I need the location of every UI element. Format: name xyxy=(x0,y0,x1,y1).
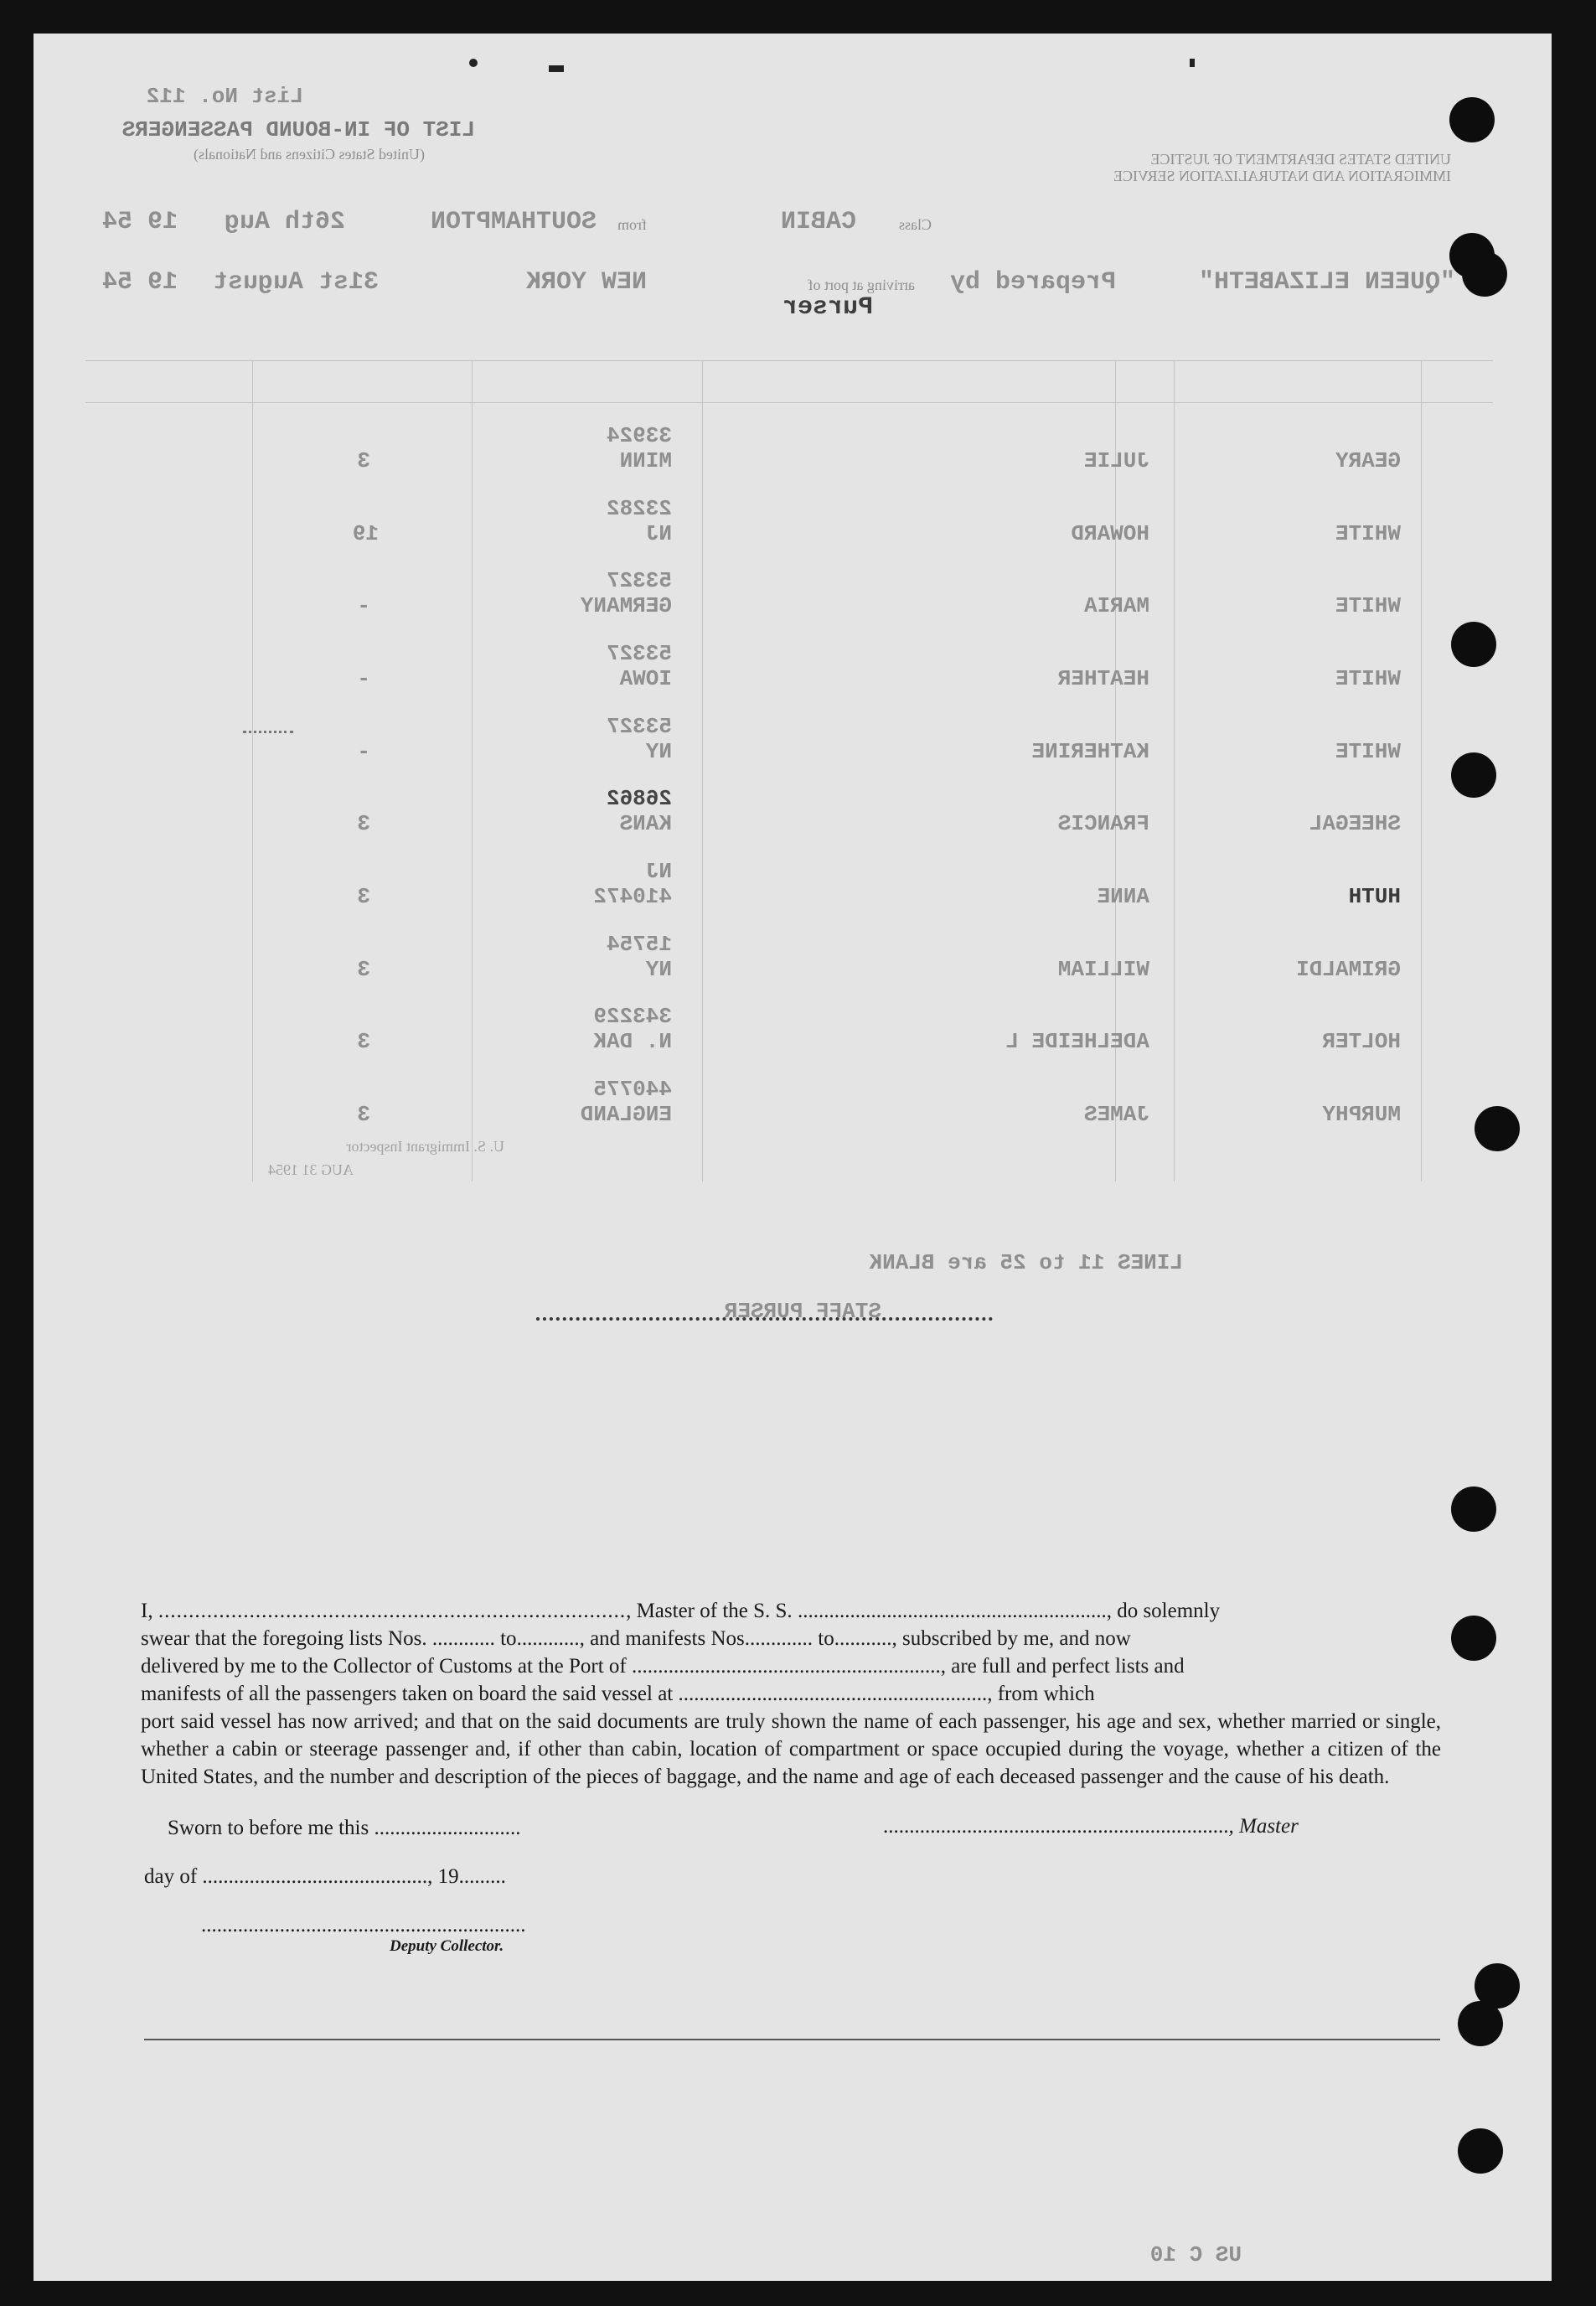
column-divider xyxy=(472,360,473,1181)
sworn-label: Sworn to before me this ............................ xyxy=(168,1817,521,1839)
arrival-port: NEW YORK xyxy=(525,268,647,297)
oath-paragraph xyxy=(141,1597,1441,1791)
binder-hole xyxy=(1451,1486,1496,1532)
departure-year: 19 54 xyxy=(101,208,178,236)
form-footer-code: US C 10 xyxy=(1149,2242,1242,2267)
arrival-date: 31st August xyxy=(212,268,379,297)
preparer: Purser xyxy=(782,293,873,322)
vessel-name: "QUEEN ELIZABETH" xyxy=(1198,268,1455,297)
binder-hole xyxy=(1449,97,1495,142)
binder-hole xyxy=(1451,1616,1496,1661)
master-signature-line: .................................................................., Master xyxy=(883,1815,1299,1838)
column-divider xyxy=(252,360,253,1181)
oath-line-4: manifests of all the passengers taken on board the said vessel at ..........................................................., from which xyxy=(141,1683,1095,1705)
purser-signature: STAFF PURSER xyxy=(724,1299,881,1324)
service-line: IMMIGRATION AND NATURALIZATION SERVICE xyxy=(1113,168,1451,184)
from-label: from xyxy=(617,216,647,233)
signature-dots xyxy=(536,1316,993,1321)
binder-hole xyxy=(1475,1106,1520,1151)
lines-blank-note: LINES 11 to 25 are BLANK xyxy=(869,1250,1183,1275)
deputy-collector-label: Deputy Collector. xyxy=(390,1937,504,1955)
departure-date: 26th Aug xyxy=(224,208,345,236)
table-top-rule xyxy=(85,360,1493,361)
prepared-by: Prepared by xyxy=(949,268,1116,297)
footer-rule xyxy=(144,2039,1440,2040)
binder-hole xyxy=(1462,251,1507,297)
document-page xyxy=(34,34,1552,2281)
pencil-mark xyxy=(243,719,293,733)
binder-hole xyxy=(1451,622,1496,667)
class-value: CABIN xyxy=(780,208,856,236)
column-divider xyxy=(1174,360,1175,1181)
oath-body: port said vessel has now arrived; and that on the said documents are truly shown the name of each passenger, his age and sex, whether married or single, whether a cabin or steerage passenger and, if other than cabin, location of compartment or space occupied during the voyage, whether a citizen of the United States, and the number and description of the pieces of baggage, and the name and age of each deceased passenger and the cause of his death. xyxy=(141,1710,1441,1788)
binder-hole xyxy=(1458,2001,1503,2046)
bleed-through-layer: List No. 112 LIST OF IN-BOUND PASSENGERS (United States Citizens and Nationals) UNITED STATES DEPARTMENT OF JUSTICE IMMIGRATION AND NATURALIZATION SERVICE Class CABIN from SOUTHAMPTON 26th Aug 19 54 "QUEEN ELIZABETH" Prepared by Purser arriving at port of NEW YORK 31st August 19 54 GEARY JULIE 33924 MINN 3 WHITE HOWARD 23282 NJ 19 WHITE MARIA 53327 GERMANY - WHITE HEATHER 53327 IOWA - WHITE KATHERINE 53327 NY - SHEEGAL FRANCIS 26862 KANS 3 HUTH ANNE NJ 410472 3 GRIMALDI WILLIAM 15754 NY 3 HOLTER ADELHEIDE L 343229 N. DAK 3 MURPHY JAMES 440775 ENGLAND 3 U. S. Immigrant Inspector AUG 31 1954 LINES 11 to 25 are BLANK STAFF PURSER US C 10 xyxy=(34,34,1552,2281)
inspector-stamp-line: U. S. Immigrant Inspector xyxy=(346,1138,504,1155)
inspector-stamp-date: AUG 31 1954 xyxy=(268,1161,354,1178)
oath-line-2: swear that the foregoing lists Nos. ............ to............, and manifests Nos............. to..........., subscribed by me, and now xyxy=(141,1627,1131,1650)
oath-line-1: I, ............................................................................., Master of the S. S. ..........................................................., do solemnly xyxy=(141,1600,1221,1622)
column-divider xyxy=(702,360,703,1181)
department-line: UNITED STATES DEPARTMENT OF JUSTICE xyxy=(1150,151,1451,168)
speck xyxy=(1190,59,1195,67)
speck xyxy=(549,65,564,72)
binder-hole xyxy=(1458,2128,1503,2174)
table-header-rule xyxy=(85,402,1493,403)
list-number: List No. 112 xyxy=(146,84,303,109)
day-of-line: day of ..........................................., 19......... xyxy=(144,1865,506,1888)
arriving-label: arriving at port of xyxy=(808,277,915,293)
speck xyxy=(469,59,478,67)
list-subtitle: (United States Citizens and Nationals) xyxy=(194,146,425,163)
from-port: SOUTHAMPTON xyxy=(430,208,597,236)
arrival-year: 19 54 xyxy=(101,268,178,297)
oath-line-3: delivered by me to the Collector of Customs at the Port of ..........................................................., are full and perfect lists and xyxy=(141,1655,1185,1678)
column-divider xyxy=(1421,360,1422,1181)
class-label: Class xyxy=(898,216,932,233)
column-divider xyxy=(1115,360,1116,1181)
binder-hole xyxy=(1451,752,1496,798)
list-title: LIST OF IN-BOUND PASSENGERS xyxy=(121,117,475,142)
deputy-signature-dots: .............................................................. xyxy=(201,1914,526,1936)
